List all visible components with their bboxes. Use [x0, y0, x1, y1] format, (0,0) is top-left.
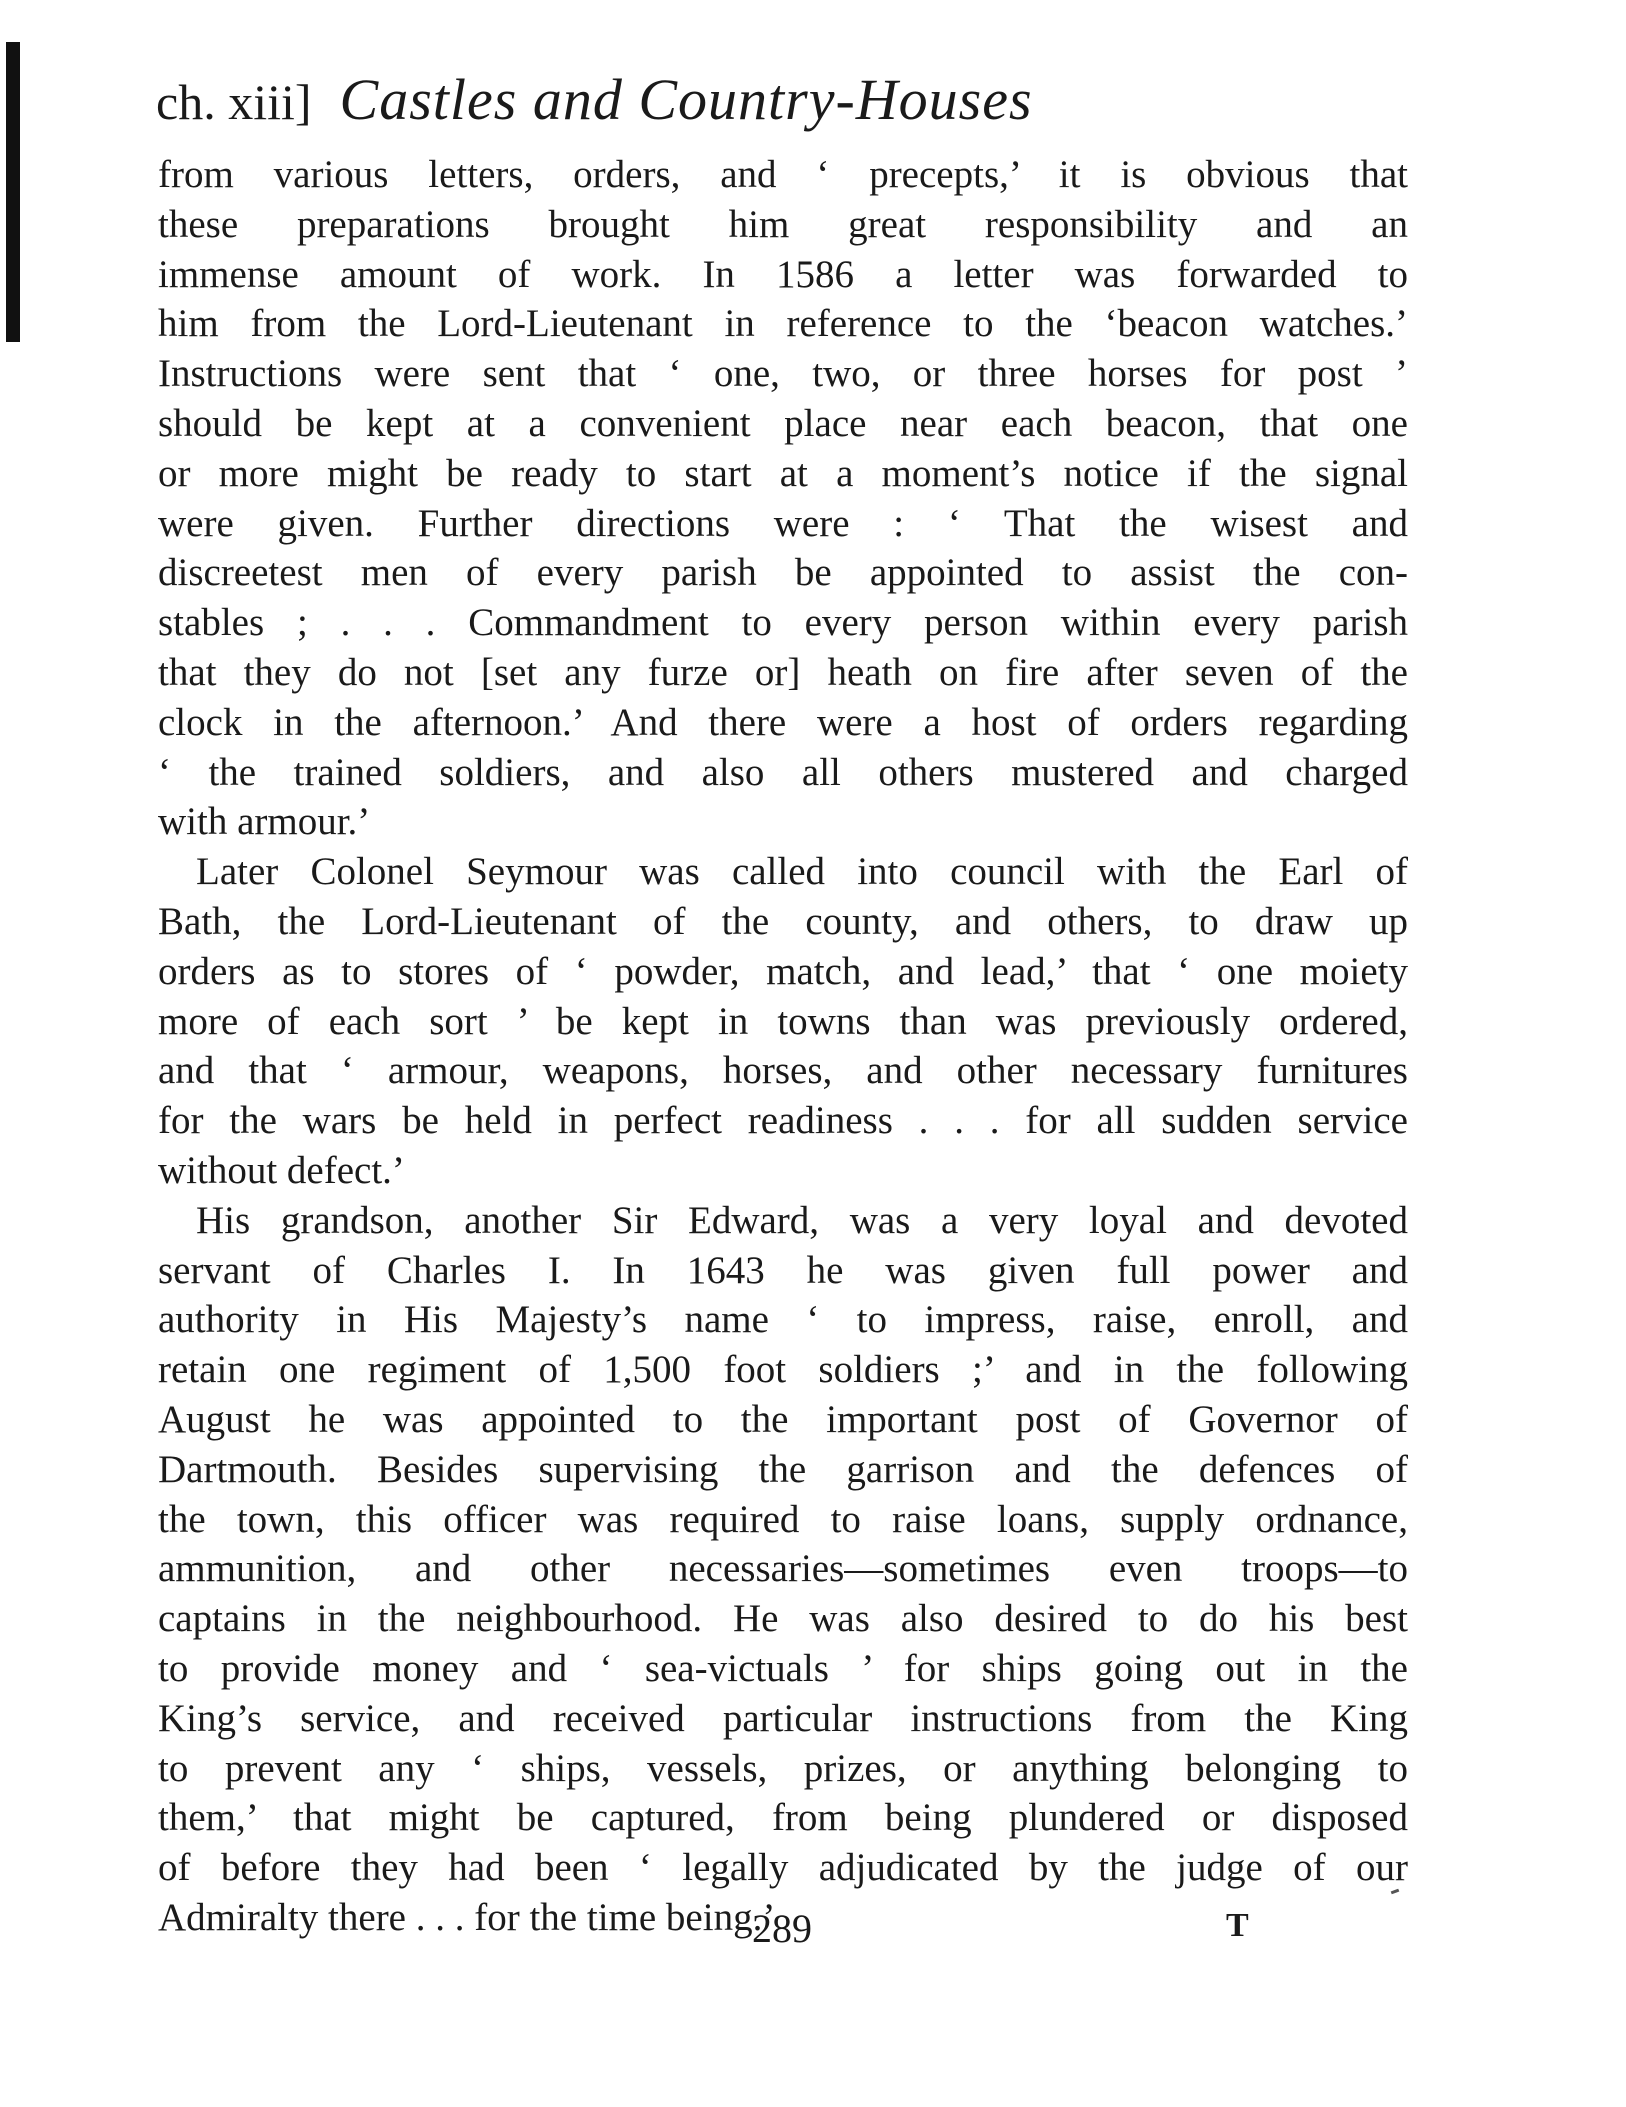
- text-line: were given. Further directions were : ‘ That the wisest and: [158, 501, 1408, 545]
- text-line: of before they had been ‘ legally adjudicated by the judge of our: [158, 1846, 1408, 1890]
- text-line: to provide money and ‘ sea-victuals ’ for ships going out in the: [158, 1646, 1408, 1690]
- text-line: without defect.’: [158, 1148, 405, 1192]
- text-line: King’s service, and received particular instructions from the King: [158, 1696, 1408, 1740]
- page-number: 289: [752, 1906, 812, 1951]
- signature-mark: T: [1226, 1907, 1249, 1944]
- text-line: Dartmouth. Besides supervising the garrison and the defences of: [158, 1447, 1408, 1491]
- text-line: immense amount of work. In 1586 a letter was forwarded to: [158, 252, 1408, 296]
- text-line: the town, this officer was required to raise loans, supply ordnance,: [158, 1497, 1408, 1541]
- text-line: discreetest men of every parish be appointed to assist the con-: [158, 551, 1408, 595]
- text-line: retain one regiment of 1,500 foot soldiers ;’ and in the following: [158, 1348, 1408, 1392]
- text-line: Bath, the Lord-Lieutenant of the county, and others, to draw up: [158, 899, 1408, 943]
- text-line: and that ‘ armour, weapons, horses, and other necessary furnitures: [158, 1049, 1408, 1093]
- text-line: more of each sort ’ be kept in towns than was previously ordered,: [158, 999, 1408, 1043]
- text-line: that they do not [set any furze or] heath on fire after seven of the: [158, 650, 1408, 694]
- body-text: [158, 150, 1408, 1943]
- binding-edge-mark: [6, 42, 20, 342]
- text-line: clock in the afternoon.’ And there were a host of orders regarding: [158, 700, 1408, 744]
- text-line: or more might be ready to start at a moment’s notice if the signal: [158, 451, 1408, 495]
- text-line: these preparations brought him great responsibility and an: [158, 202, 1408, 246]
- text-line: ammunition, and other necessaries—sometimes even troops—to: [158, 1547, 1408, 1591]
- text-line: to prevent any ‘ ships, vessels, prizes, or anything belonging to: [158, 1746, 1408, 1790]
- text-line: them,’ that might be captured, from being plundered or disposed: [158, 1796, 1408, 1840]
- text-line: Admiralty there . . . for the time being.’: [158, 1895, 776, 1939]
- text-line: servant of Charles I. In 1643 he was given full power and: [158, 1248, 1408, 1292]
- text-line: ‘ the trained soldiers, and also all others mustered and charged: [158, 750, 1408, 794]
- text-line: authority in His Majesty’s name ‘ to impress, raise, enroll, and: [158, 1298, 1408, 1342]
- text-line: for the wars be held in perfect readiness . . . for all sudden service: [158, 1099, 1408, 1143]
- text-line: Instructions were sent that ‘ one, two, or three horses for post ’: [158, 352, 1408, 396]
- chapter-reference: ch. xiii]: [156, 74, 312, 130]
- text-line: His grandson, another Sir Edward, was a very loyal and devoted: [196, 1198, 1408, 1242]
- text-line: captains in the neighbourhood. He was also desired to do his best: [158, 1597, 1408, 1641]
- text-line: orders as to stores of ‘ powder, match, and lead,’ that ‘ one moiety: [158, 949, 1408, 993]
- text-line: him from the Lord-Lieutenant in reference to the ‘beacon watches.’: [158, 302, 1408, 346]
- running-title: Castles and Country-Houses: [339, 67, 1033, 132]
- text-line: August he was appointed to the important post of Governor of: [158, 1397, 1408, 1441]
- text-line: stables ; . . . Commandment to every person within every parish: [158, 601, 1408, 645]
- running-header: [156, 66, 1406, 146]
- page-footer: [0, 1905, 1626, 1965]
- text-line: with armour.’: [158, 800, 371, 844]
- text-line: Later Colonel Seymour was called into council with the Earl of: [196, 850, 1408, 894]
- text-line: should be kept at a convenient place near each beacon, that one: [158, 401, 1408, 445]
- text-line: from various letters, orders, and ‘ precepts,’ it is obvious that: [158, 153, 1408, 196]
